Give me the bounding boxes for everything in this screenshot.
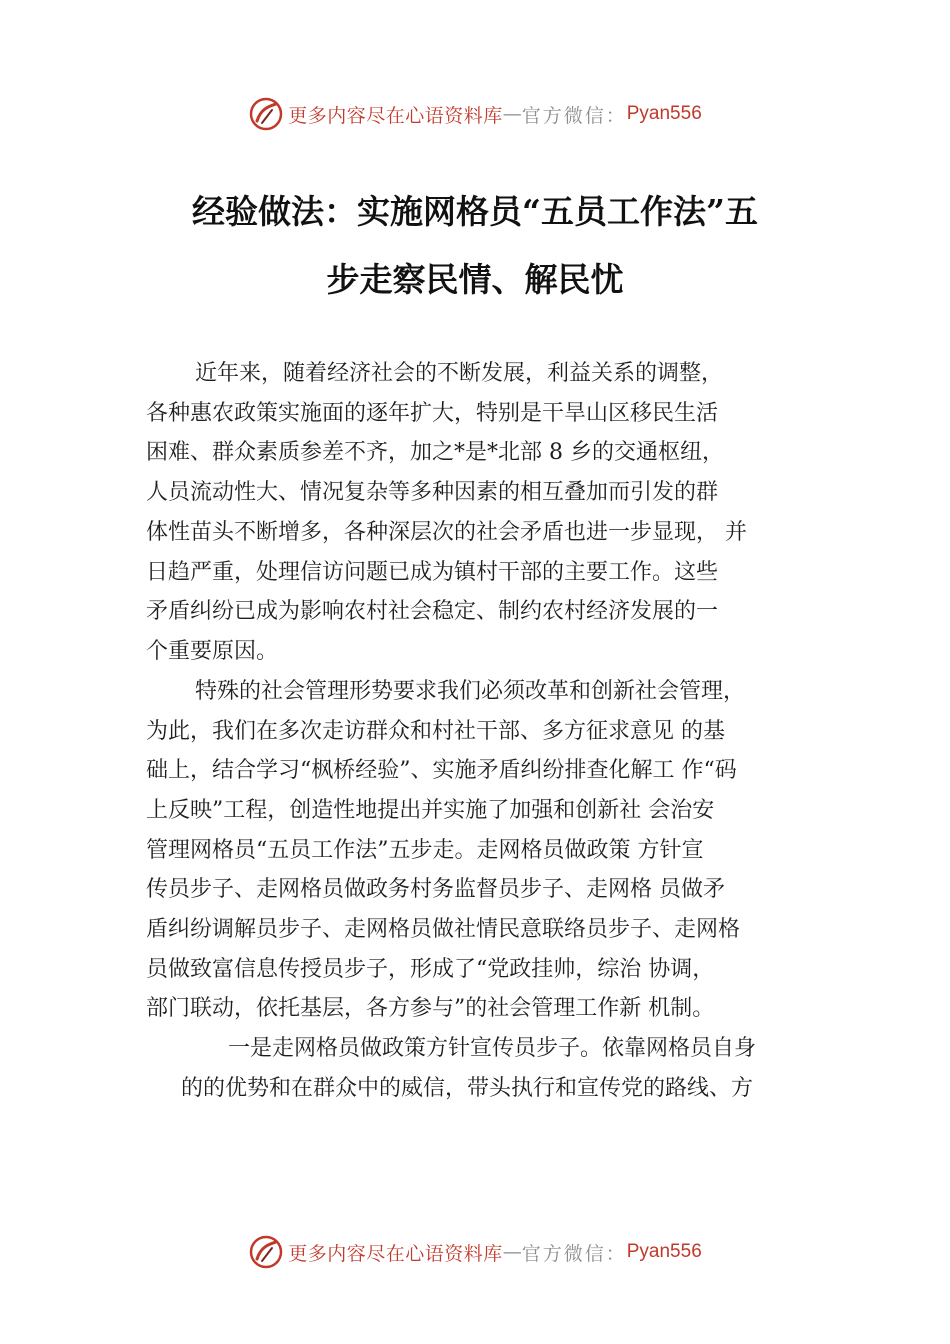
body-line: 部门联动，依托基层，各方参与”的社会管理工作新 机制。 bbox=[146, 996, 715, 1021]
footer-wechat-label: 官方微信： bbox=[521, 1242, 627, 1265]
body-line: 为此，我们在多次走访群众和村社干部、多方征求意见 的基 bbox=[146, 719, 725, 744]
body-line: 近年来，随着经济社会的不断发展，利益关系的调整， bbox=[195, 361, 724, 386]
seal-logo-icon bbox=[248, 96, 284, 132]
header-separator: — bbox=[502, 103, 522, 125]
body-line: 础上，结合学习“枫桥经验”、实施矛盾纠纷排查化解工 作“码 bbox=[146, 758, 737, 783]
body-line: 矛盾纠纷已成为影响农村社会稳定、制约农村经济发展的一 bbox=[146, 599, 719, 624]
body-line: 日趋严重，处理信访问题已成为镇村干部的主要工作。这些 bbox=[146, 560, 719, 585]
body-line: 一是走网格员做政策方针宣传员步子。依靠网格员自身 bbox=[228, 1036, 757, 1061]
header-banner bbox=[0, 94, 950, 134]
body-line: 人员流动性大、情况复杂等多种因素的相互叠加而引发的群 bbox=[146, 480, 719, 505]
body-line: 困难、群众素质参差不齐，加之*是*北部 8 乡的交通枢纽， bbox=[146, 440, 724, 465]
body-line: 的的优势和在群众中的威信，带头执行和宣传党的路线、方 bbox=[181, 1076, 754, 1101]
header-wechat-label: 官方微信： bbox=[521, 104, 627, 127]
seal-logo-icon bbox=[248, 1234, 284, 1270]
body-line: 各种惠农政策实施面的逐年扩大，特别是干旱山区移民生活 bbox=[146, 401, 719, 426]
body-line: 个重要原因。 bbox=[146, 639, 279, 664]
body-line: 体性苗头不断增多，各种深层次的社会矛盾也进一步显现， 并 bbox=[146, 520, 747, 545]
document-title-line-1: 经验做法：实施网格员“五员工作法”五 bbox=[192, 192, 758, 231]
footer-banner bbox=[0, 1232, 950, 1272]
body-line: 管理网格员“五员工作法”五步走。走网格员做政策 方针宣 bbox=[146, 838, 704, 863]
footer-separator: — bbox=[502, 1241, 522, 1263]
body-line: 传员步子、走网格员做政务村务监督员步子、走网格 员做矛 bbox=[146, 877, 725, 902]
body-line: 盾纠纷调解员步子、走网格员做社情民意联络员步子、走网格 bbox=[146, 917, 741, 942]
footer-slogan: 更多内容尽在心语资料库 bbox=[288, 1242, 503, 1265]
body-line: 员做致富信息传授员步子，形成了“党政挂帅，综治 协调， bbox=[146, 957, 715, 982]
footer-wechat-id: Pyan556 bbox=[626, 1241, 702, 1262]
header-wechat-id: Pyan556 bbox=[626, 103, 702, 124]
body-line: 上反映”工程，创造性地提出并实施了加强和创新社 会治安 bbox=[146, 798, 715, 823]
body-line: 特殊的社会管理形势要求我们必须改革和创新社会管理， bbox=[195, 679, 746, 704]
document-title-line-2: 步走察民情、解民忧 bbox=[326, 260, 624, 299]
header-slogan: 更多内容尽在心语资料库 bbox=[288, 104, 503, 127]
